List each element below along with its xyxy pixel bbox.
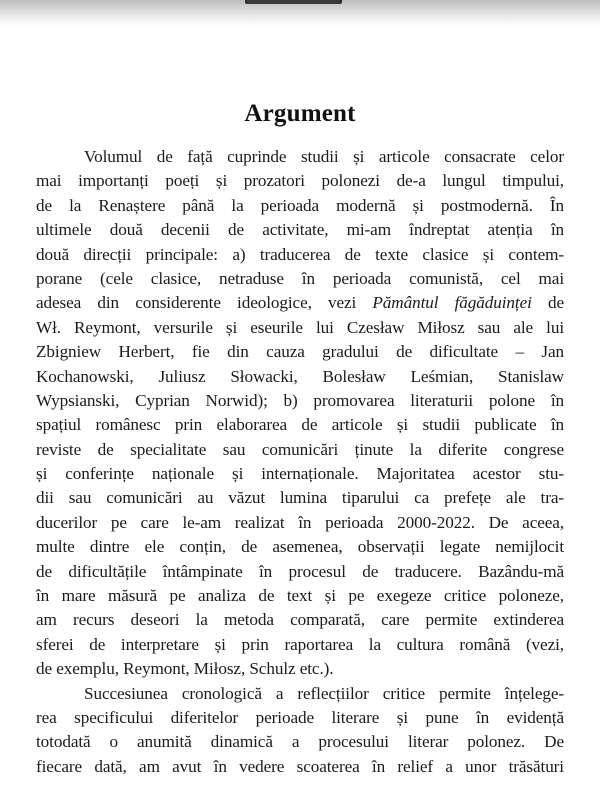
text-segment: sferei de interpretare și prin raportarea la cultura română (vezi, (36, 634, 564, 654)
text-line (36, 755, 564, 779)
text-line (36, 413, 564, 437)
text-segment: adesea din considerente ideologice, vezi (36, 293, 373, 313)
text-line (36, 486, 564, 510)
text-segment: Wł. Reymont, versurile și eseurile lui Czesław Miłosz sau ale lui (36, 317, 564, 337)
text-line (36, 389, 564, 413)
text-segment: porane (cele clasice, netraduse în perioada comunistă, cel mai (36, 268, 564, 288)
text-segment: de exemplu, Reymont, Miłosz, Schulz etc.). (36, 659, 334, 679)
text-line (36, 682, 564, 706)
text-line (36, 316, 564, 340)
text-line (36, 560, 564, 584)
text-line (36, 340, 564, 364)
text-segment: Zbigniew Herbert, fie din cauza gradului de dificultate – Jan (36, 342, 564, 362)
text-line (36, 169, 564, 193)
text-segment: Wypsianski, Cyprian Norwid); b) promovarea literaturii polone în (36, 390, 564, 410)
window-tab-remnant (245, 0, 342, 4)
text-line (36, 633, 564, 657)
text-segment: ultimele două decenii de activitate, mi-am îndreptat atenția în (36, 220, 564, 240)
text-segment: de (531, 293, 564, 313)
text-line (36, 194, 564, 218)
text-segment: în mare măsură pe analiza de text și pe exegeze critice poloneze, (36, 586, 564, 606)
italic-text-segment: Pământul făgăduinței (372, 293, 532, 313)
text-segment: Kochanowski, Juliusz Słowacki, Bolesław Leśmian, Stanislaw (36, 366, 564, 386)
text-block (36, 145, 564, 779)
text-segment: rea specificului diferitelor perioade literare și pune în evidență (36, 707, 564, 727)
text-segment: fiecare dată, am avut în vedere scoaterea în relief a unor trăsături (36, 756, 564, 776)
text-segment: două direcții principale: a) traducerea de texte clasice și contem- (36, 244, 564, 264)
text-line (36, 706, 564, 730)
text-line (36, 145, 564, 169)
text-segment: mai importanți poeți și prozatori polonezi de-a lungul timpului, (36, 171, 564, 191)
text-line (36, 730, 564, 754)
text-line (36, 243, 564, 267)
text-segment: am recurs deseori la metoda comparată, care permite extinderea (36, 610, 564, 630)
page-title: Argument (244, 99, 356, 127)
text-segment: de dificultățile întâmpinate în procesul de traducere. Bazându-mă (36, 561, 564, 581)
text-segment: și conferințe naționale și internaționale. Majoritatea acestor stu- (36, 464, 564, 484)
text-segment: reviste de specialitate sau comunicări ținute la diferite congrese (36, 439, 564, 459)
text-segment: multe dintre ele conțin, de asemenea, observații legate nemijlocit (36, 537, 564, 557)
text-line (36, 657, 564, 681)
text-line (36, 267, 564, 291)
text-segment: Volumul de față cuprinde studii și articole consacrate celor (84, 147, 564, 166)
text-segment: ducerilor pe care le-am realizat în perioada 2000-2022. De aceea, (36, 512, 564, 532)
top-edge-shadow (0, 0, 600, 27)
text-line (36, 438, 564, 462)
text-line (36, 365, 564, 389)
text-line (36, 535, 564, 559)
text-segment: totodată o anumită dinamică a procesului literar polonez. De (36, 732, 564, 752)
text-segment: Succesiunea cronologică a reflecțiilor critice permite înțelege- (84, 683, 564, 703)
text-line (36, 608, 564, 632)
text-line (36, 584, 564, 608)
text-line (36, 291, 564, 315)
text-segment: de la Renaștere până la perioada modernă și postmodernă. În (36, 195, 564, 215)
text-line (36, 218, 564, 242)
text-line (36, 511, 564, 535)
text-line (36, 462, 564, 486)
text-segment: dii sau comunicări au văzut lumina tiparului ca prefețe ale tra- (36, 488, 564, 508)
text-segment: spațiul românesc prin elaborarea de articole și studii publicate în (36, 415, 564, 435)
